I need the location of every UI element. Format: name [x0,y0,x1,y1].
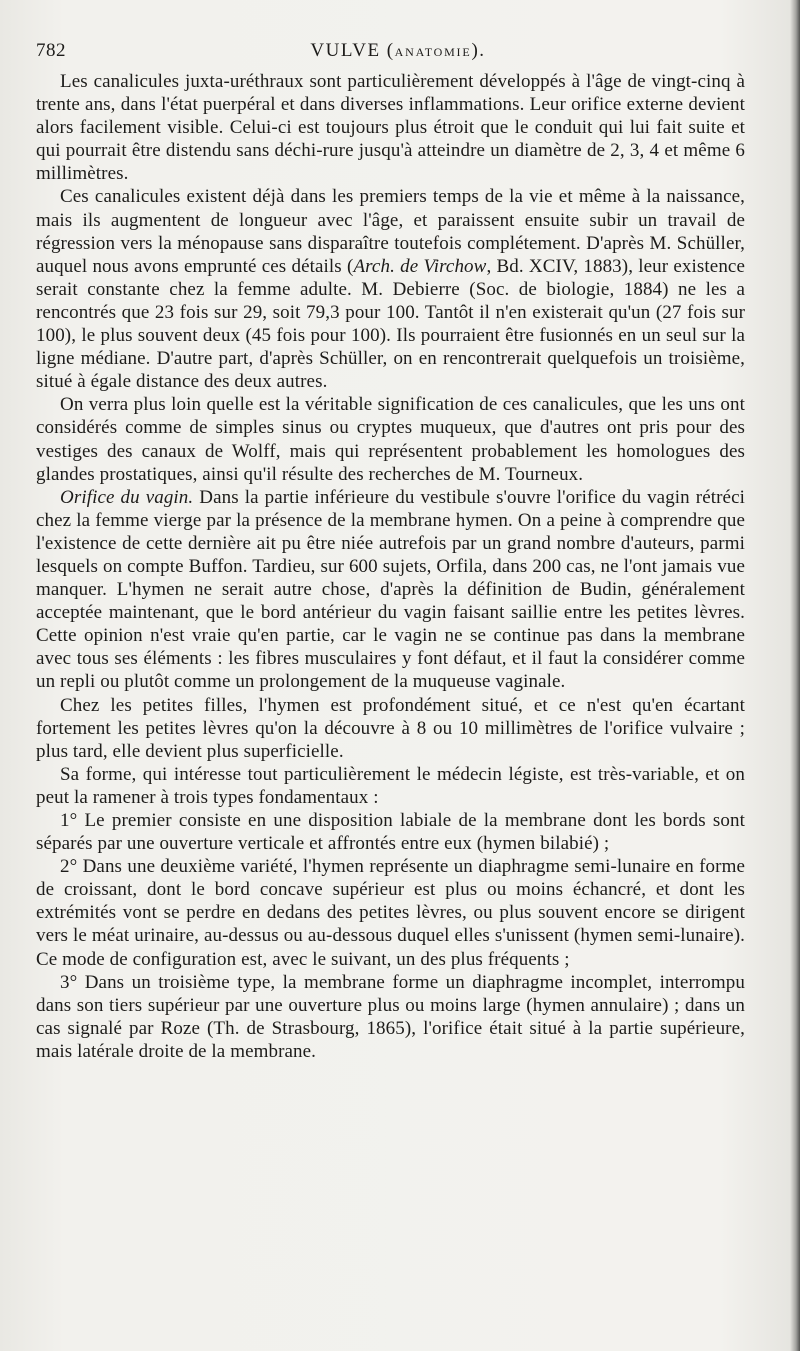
page-header [36,40,760,66]
paragraph-hymen-forme: Sa forme, qui intéresse tout particulièrement le médecin légiste, est très-variable, et on peut la ramener à trois types fondamentaux : [36,763,745,808]
paragraph-canalicules-age [36,185,745,393]
paragraph-canalicules-signification: On verra plus loin quelle est la véritable signification de ces canalicules, que les uns ont considérés comme de simples sinus ou cryptes muqueux, que d'autres ont pris pour des vestiges des canaux de Wolff, mais qui représentent probablement les homologues des glandes prostatiques, ainsi qu'il résulte des recherches de M. Tourneux. [36,394,745,485]
paragraph-orifice-vagin [36,486,745,694]
paragraph-hymen-children: Chez les petites filles, l'hymen est profondément situé, et ce n'est qu'en écartant fortement les petites lèvres qu'on la découvre à 8 ou 10 millimètres de l'orifice vulvaire ; plus tard, elle devient plus superficielle. [36,694,745,762]
page-number: 782 [36,40,66,61]
list-item-type-1: 1° Le premier consiste en une disposition labiale de la membrane dont les bords sont séparés par une ouverture verticale et affrontés entre eux (hymen bilabié) ; [36,810,745,855]
paragraph-text: Dans la partie inférieure du vestibule s'ouvre l'orifice du vagin rétréci chez la femme vierge par la présence de la membrane hymen. On a peine à comprendre que l'existence de cette dernière ait pu être niée autrefois par un grand nombre d'auteurs, parmi lesquels on compte Buffon. Tardieu, sur 600 sujets, Orfila, dans 200 cas, ne l'ont jamais vue manquer. L'hymen ne serait autre chose, d'après la définition de Budin, généralement acceptée maintenant, que le bord antérieur du vagin faisant saillie entre les petites lèvres. Cette opinion n'est vraie qu'en partie, car le vagin ne se continue pas dans la membrane avec tous ses éléments : les fibres musculaires y font défaut, et il faut la considérer comme un repli ou plutôt comme un prolongement de la muqueuse vaginale. [36,486,745,693]
paragraph-text: Ces canalicules existent déjà dans les premiers temps de la vie et même à la naissance, mais ils augmentent de longueur avec l'âge, et paraissent ensuite subir un travail de régression vers la ménopause sans disparaître toutefois complétement. D'après M. Schüller, auquel nous avons emprunté ces détails ( [36,186,745,277]
body-text [36,70,745,1063]
page-edge-shadow [790,0,800,1351]
running-head-end: ). [471,40,486,61]
paragraph-text: , Bd. XCIV, 1883), leur existence serait constante chez la femme adulte. M. Debierre (Soc. de biologie, 1884) ne les a rencontrés que 23 fois sur 29, soit 79,3 pour 100. Tantôt il n'en existerait qu'un (27 fois sur 100), le plus souvent deux (45 fois pour 100). Ils pourraient être fusionnés en un seul sur la ligne médiane. D'autre part, d'après Schüller, on en rencontrerait quelquefois un troisième, situé à égale distance des deux autres. [36,255,745,393]
running-head [36,40,760,62]
paragraph-canalicules-development: Les canalicules juxta-uréthraux sont particulièrement développés à l'âge de vingt-cinq à trente ans, dans l'état puerpéral et dans diverses inflammations. Leur orifice externe devient alors facilement visible. Celui-ci est toujours plus étroit que le conduit qui lui fait suite et qui pourrait être distendu sans déchi-rure jusqu'à atteindre un diamètre de 2, 3, 4 et même 6 millimètres. [36,71,745,185]
list-item-type-3: 3° Dans un troisième type, la membrane forme un diaphragme incomplet, interrompu dans son tiers supérieur par une ouverture plus ou moins large (hymen annulaire) ; dans un cas signalé par Roze (Th. de Strasbourg, 1865), l'orifice était situé à la partie supérieure, mais latérale droite de la membrane. [36,971,745,1062]
running-head-sub: ANATOMIE [394,45,472,59]
running-head-main: VULVE ( [310,40,395,61]
section-heading-italic: Orifice du vagin. [60,486,194,508]
list-item-type-2: 2° Dans une deuxième variété, l'hymen représente un diaphragme semi-lunaire en forme de croissant, dont le bord concave supérieur est plus ou moins échancré, et dont les extrémités vont se perdre en dedans des petites lèvres, ou plus souvent encore se dirigent vers le méat urinaire, au-dessus ou au-dessous duquel elles s'unissent (hymen semi-lunaire). Ce mode de configuration est, avec le suivant, un des plus fréquents ; [36,856,745,970]
citation-italic: Arch. de Virchow [353,255,487,277]
